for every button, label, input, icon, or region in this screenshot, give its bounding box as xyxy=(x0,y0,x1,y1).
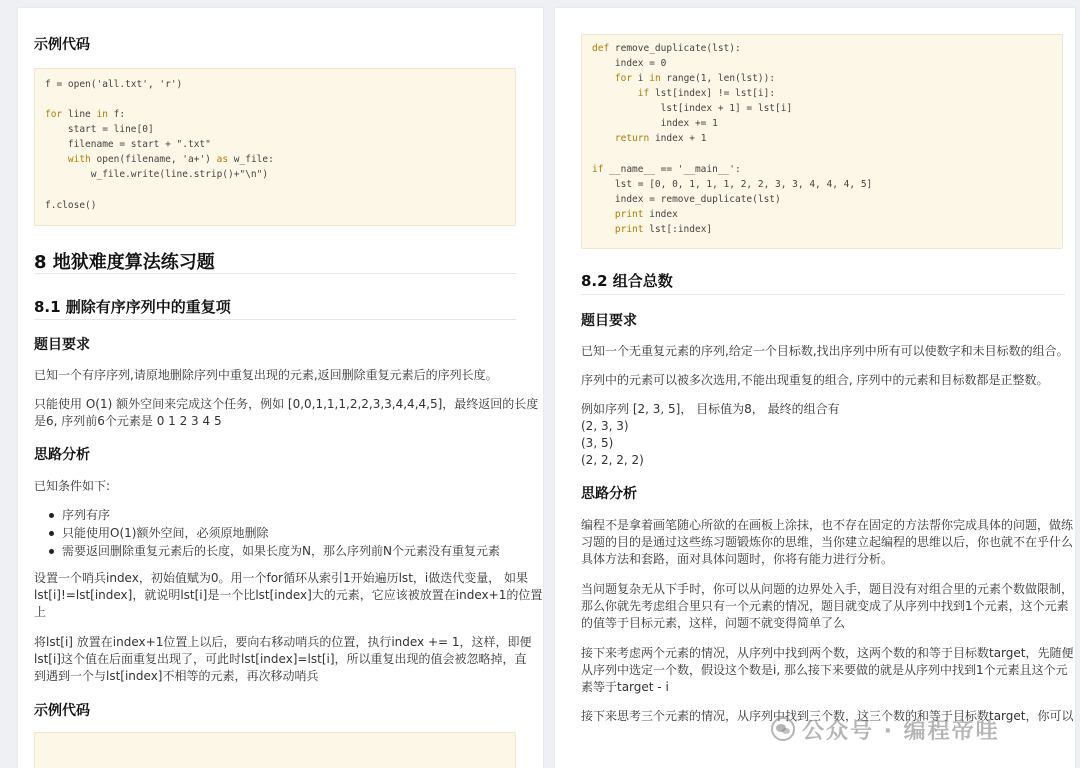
requirement-paragraph-line: 是6, 序列前6个元素是 0 1 2 3 4 5 xyxy=(34,414,222,428)
combination-item: (2, 3, 3) xyxy=(581,419,629,433)
sentinel-paragraph-line: 设置一个哨兵index，初始值赋为0。用一个for循环从索引1开始遍历lst，i做迭代变量， 如果 xyxy=(34,571,529,585)
analysis-paragraph-line: 编程不是拿着画笔随心所欲的在画板上涂抹，也不存在固定的方法帮你完成具体的问题，做练 xyxy=(581,518,1074,532)
watermark-text: 公众号 · 编程帝哇 xyxy=(802,718,1000,744)
move-paragraph-line: 到遇到一个与lst[index]不相等的元素，再次移动哨兵 xyxy=(34,669,319,683)
analysis-paragraph-line: 素等于target - i xyxy=(581,680,669,694)
code-line: filename = start + ".txt" xyxy=(45,139,211,150)
analysis-paragraph-line: 从序列中选定一个数，假设这个数是i, 那么接下来要做的就是从序列中找到1个元素且这个元 xyxy=(581,663,1068,677)
code-line: index = 0 xyxy=(592,58,667,69)
code-line: w_file.write(line.strip()+"\n") xyxy=(45,169,269,180)
requirement-paragraph: 已知一个无重复元素的序列,给定一个目标数,找出序列中所有可以使数字和未目标数的组合。 xyxy=(581,344,1069,358)
code-line: start = line[0] xyxy=(45,124,154,135)
code-line: for line in f: xyxy=(45,109,126,120)
wechat-official-account-icon xyxy=(770,716,796,742)
requirement-paragraph-line: 只能使用 O(1) 额外空间来完成这个任务，例如 [0,0,1,1,1,2,2,3,3,4,4,4,5]，最终返回的长度 xyxy=(34,397,539,411)
example-code-heading: 示例代码 xyxy=(34,703,90,719)
analysis-heading: 思路分析 xyxy=(34,447,90,463)
list-item: 序列有序 xyxy=(34,506,500,524)
divider xyxy=(34,273,516,274)
combination-item: (2, 2, 2, 2) xyxy=(581,453,644,467)
known-conditions-text: 已知条件如下: xyxy=(34,479,111,493)
conditions-list xyxy=(34,506,500,560)
code-line: for i in range(1, len(lst)): xyxy=(614,73,776,84)
left-page xyxy=(18,8,543,768)
list-item: 只能使用O(1)额外空间，必须原地删除 xyxy=(34,524,500,542)
code-line: return index + 1 xyxy=(614,133,707,144)
analysis-paragraph-line: 的值等于目标元素，这样，问题不就变得简单了么 xyxy=(581,616,846,630)
code-block-remove-duplicate xyxy=(581,34,1063,249)
section-8-2-title: 8.2 组合总数 xyxy=(581,272,673,290)
code-line: lst[index + 1] = lst[i] xyxy=(592,103,793,114)
code-line: index = remove_duplicate(lst) xyxy=(592,194,781,205)
code-block-cutoff xyxy=(34,732,516,768)
analysis-paragraph-line: 接下来考虑两个元素的情况，从序列中找到两个数，这两个数的和等于目标数target，先随便 xyxy=(581,646,1074,660)
sentinel-paragraph-line: lst[i]!=lst[index]，就说明lst[i]是一个比lst[index]大的元素，它应该被放置在index+1的位置 xyxy=(34,588,543,602)
code-line: print lst[:index] xyxy=(614,224,713,235)
code-line: if __name__ == '__main__': xyxy=(592,164,741,175)
example-line: 例如序列 [2, 3, 5]， 目标值为8， 最终的组合有 xyxy=(581,402,840,416)
sentinel-paragraph-line: 上 xyxy=(34,605,47,619)
code-line: lst = [0, 0, 1, 1, 1, 2, 2, 3, 3, 4, 4, 4, 5] xyxy=(592,179,873,190)
code-line: f.close() xyxy=(45,200,97,211)
divider xyxy=(581,294,1065,295)
code-line: print index xyxy=(614,209,678,220)
code-line: f = open('all.txt', 'r') xyxy=(45,79,183,90)
combination-item: (3, 5) xyxy=(581,436,614,450)
code-line: def remove_duplicate(lst): xyxy=(592,43,741,54)
move-paragraph-line: 将lst[i] 放置在index+1位置上以后，要向右移动哨兵的位置，执行index += 1，这样，即便 xyxy=(34,635,532,649)
analysis-paragraph-line: 那么你就先考虑组合里只有一个元素的情况，题目就变成了从序列中找到1个元素，这个元素 xyxy=(581,599,1069,613)
analysis-paragraph-line: 接下来思考三个元素的情况，从序列中找到三个数，这三个数的和等于目标数target，你可以 xyxy=(581,709,1074,723)
example-code-heading: 示例代码 xyxy=(34,37,90,53)
section-8-1-title: 8.1 删除有序序列中的重复项 xyxy=(34,298,231,316)
divider xyxy=(34,319,516,320)
requirement-paragraph: 序列中的元素可以被多次选用,不能出现重复的组合, 序列中的元素和目标数都是正整数。 xyxy=(581,373,1049,387)
watermark xyxy=(770,712,1060,746)
requirements-heading: 题目要求 xyxy=(34,337,90,353)
code-line: if lst[index] != lst[i]: xyxy=(637,88,776,99)
code-block-file-split xyxy=(34,68,516,226)
analysis-heading: 思路分析 xyxy=(581,486,637,502)
analysis-paragraph-line: 具体方法和套路，面对具体问题时，你将有能力进行分析。 xyxy=(581,552,894,566)
move-paragraph-line: lst[i]这个值在后面重复出现了，可此时lst[index]=lst[i]，所以重复出现的值会被忽略掉，直 xyxy=(34,652,527,666)
requirements-heading: 题目要求 xyxy=(581,313,637,329)
list-item: 需要返回删除重复元素后的长度，如果长度为N，那么序列前N个元素没有重复元素 xyxy=(34,542,500,560)
code-line: index += 1 xyxy=(592,118,718,129)
analysis-paragraph-line: 习题的目的是通过这些练习题锻炼你的思维，当你建立起编程的思维以后，你也就不在乎什么 xyxy=(581,535,1074,549)
requirement-paragraph: 已知一个有序序列,请原地删除序列中重复出现的元素,返回删除重复元素后的序列长度。 xyxy=(34,368,498,382)
section-8-title: 8 地狱难度算法练习题 xyxy=(34,252,215,273)
code-line: with open(filename, 'a+') as w_file: xyxy=(67,154,274,165)
right-page xyxy=(555,8,1075,768)
analysis-paragraph-line: 当问题复杂无从下手时，你可以从问题的边界处入手，题目没有对组合里的元素个数做限制， xyxy=(581,582,1074,596)
